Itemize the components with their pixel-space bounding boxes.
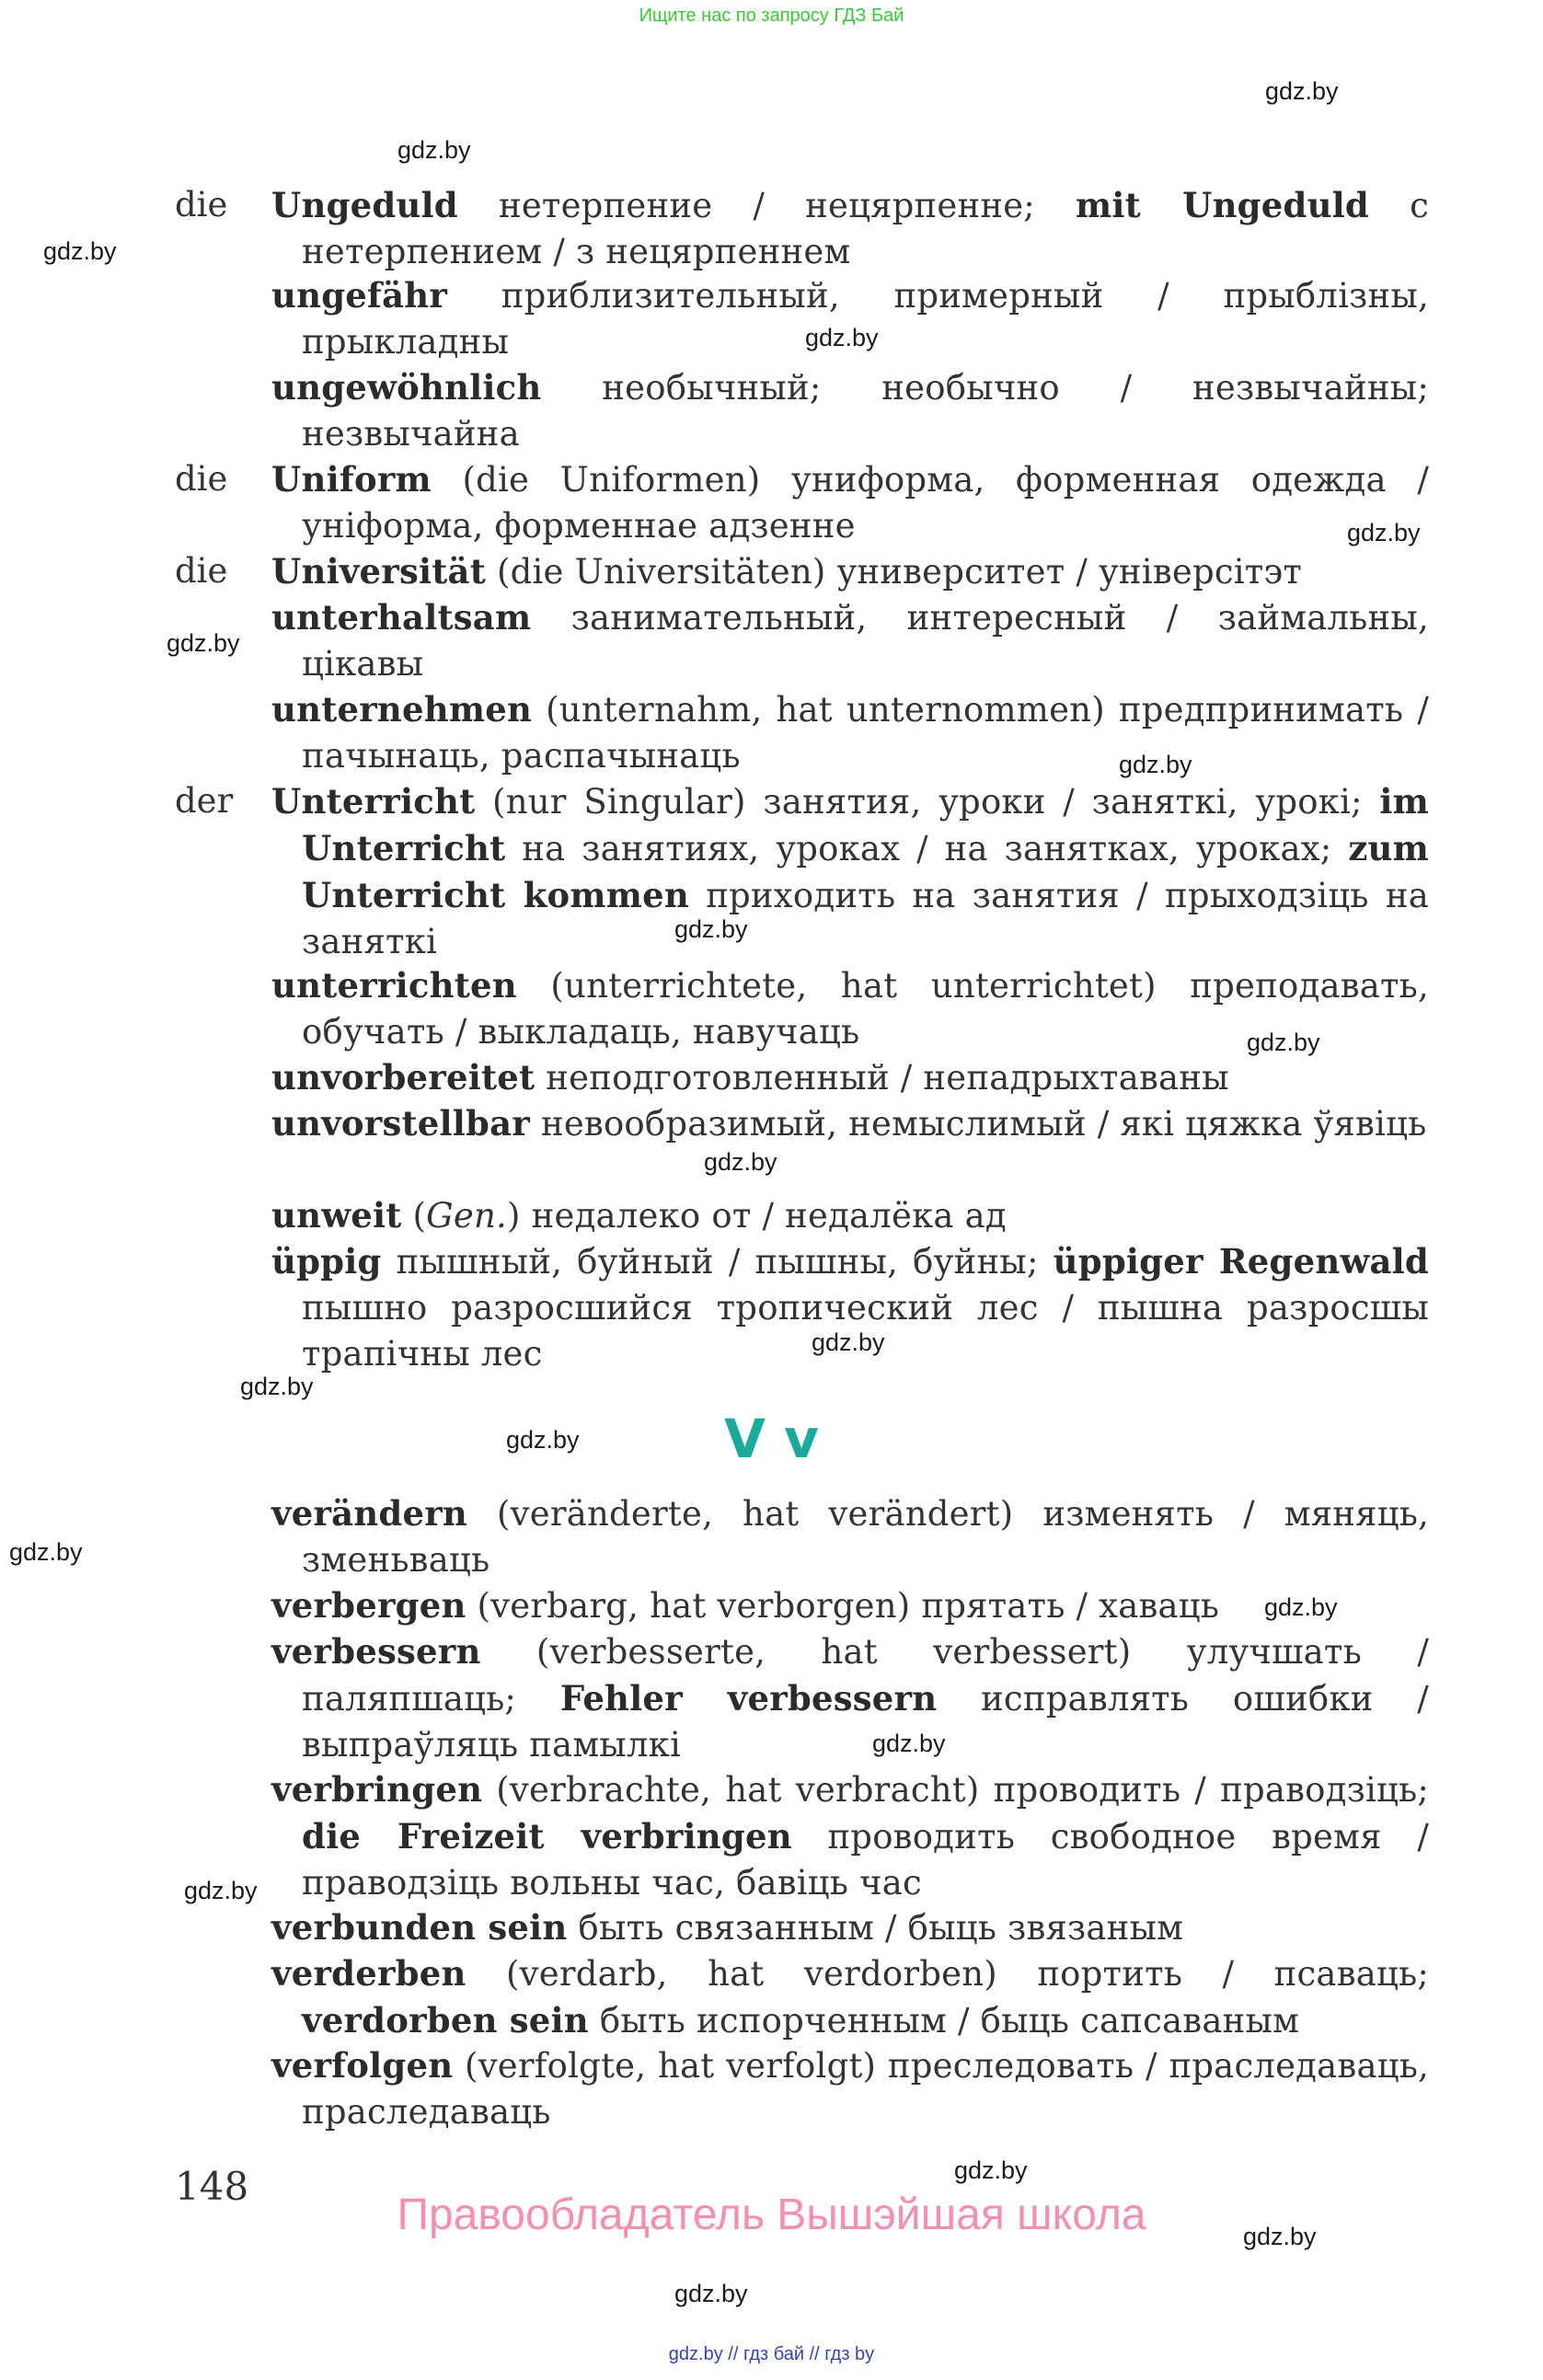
headword: unvorstellbar: [271, 1103, 530, 1144]
headword: unterrichten: [271, 965, 517, 1006]
entry-definition: [271, 1628, 1429, 1768]
watermark: gdz.by: [872, 1730, 946, 1757]
translation-text: (verdarb, hat verdorben) портить / псаваць;: [466, 1954, 1429, 1994]
watermark: gdz.by: [674, 915, 748, 943]
entry-definition: [271, 364, 1429, 457]
headword: üppig: [271, 1241, 382, 1282]
watermark: gdz.by: [506, 1426, 580, 1454]
translation-text: исправлять ошибки / выпраўляць памылкі: [302, 1679, 1429, 1765]
translation-text: быть испорченным / быць сапсаваным: [588, 2001, 1300, 2041]
headword: verfolgen: [271, 2045, 454, 2086]
headword: im Unterricht: [302, 781, 1429, 868]
watermark: gdz.by: [1347, 519, 1421, 546]
entry-definition: [271, 594, 1429, 687]
entry-definition: [271, 1100, 1429, 1147]
watermark: gdz.by: [812, 1328, 885, 1356]
section-letter-heading: V v: [724, 1408, 819, 1470]
headword: verbergen: [271, 1585, 466, 1626]
translation-text: (verfolgte, hat verfolgt) преследовать / праследаваць, праследаваць: [302, 2046, 1429, 2132]
watermark: gdz.by: [954, 2156, 1028, 2184]
translation-text: (nur Singular) занятия, уроки / заняткі, урокі;: [475, 782, 1380, 822]
entry-definition: [271, 1766, 1429, 1906]
entry-definition: [271, 1054, 1429, 1101]
translation-text: занимательный, интересный / займальны, цікавы: [302, 598, 1429, 684]
bottom-links[interactable]: gdz.by // гдз бай // гдз by: [668, 2344, 875, 2364]
translation-text: (unternahm, hat unternommen) предпринимать / пачынаць, распачынаць: [302, 690, 1429, 776]
headword: verbunden sein: [271, 1907, 568, 1948]
entry-definition: [271, 272, 1429, 365]
watermark: gdz.by: [1243, 2223, 1317, 2250]
headword: die Freizeit verbringen: [302, 1816, 792, 1857]
watermark: gdz.by: [397, 136, 471, 164]
translation-text: быть связанным / быць звязаным: [567, 1908, 1184, 1948]
watermark: gdz.by: [1264, 1593, 1338, 1621]
translation-text: (die Universitäten) университет / універсітэт: [486, 552, 1303, 592]
watermark: gdz.by: [674, 2280, 748, 2307]
translation-text: пышно разросшийся тропический лес / пышна разросшы трапічны лес: [302, 1288, 1429, 1374]
entry-article: die: [175, 551, 228, 591]
watermark: gdz.by: [43, 237, 117, 265]
translation-text: (unterrichtete, hat unterrichtet) преподавать, обучать / выкладаць, навучаць: [302, 966, 1429, 1052]
headword: unternehmen: [271, 689, 533, 730]
watermark: gdz.by: [1119, 751, 1192, 778]
translation-text: необычный; необычно / незвычайны; незвычайна: [302, 368, 1429, 454]
headword: Fehler verbessern: [559, 1678, 938, 1719]
watermark: gdz.by: [184, 1877, 258, 1904]
headword: verbessern: [271, 1631, 481, 1672]
top-banner[interactable]: Ищите нас по запросу ГДЗ Бай: [639, 6, 904, 26]
watermark: gdz.by: [9, 1538, 83, 1566]
headword: ungewöhnlich: [271, 367, 542, 408]
translation-text: невообразимый, немыслимый / які цяжка ўявіць: [530, 1104, 1427, 1144]
entry-definition: [271, 686, 1429, 779]
headword: verbringen: [271, 1769, 483, 1810]
entry-definition: [271, 1238, 1429, 1377]
headword: Ungeduld: [271, 185, 458, 225]
entry-article: der: [175, 781, 234, 821]
entry-definition: [271, 1904, 1429, 1951]
headword: Unterricht: [271, 781, 476, 822]
entry-definition: [271, 1950, 1429, 2044]
translation-text: ) недалеко от / недалёка ад: [507, 1196, 1007, 1236]
translation-text: неподготовленный / непадрыхтаваны: [535, 1058, 1229, 1098]
headword: verderben: [271, 1953, 466, 1994]
headword: unvorbereitet: [271, 1057, 535, 1098]
headword: unterhaltsam: [271, 597, 532, 638]
translation-text: с нетерпением / з нецярпеннем: [302, 186, 1429, 271]
entry-definition: [271, 548, 1429, 595]
headword: ungefähr: [271, 275, 448, 316]
watermark: gdz.by: [805, 324, 879, 351]
entry-definition: [271, 2042, 1429, 2135]
entry-definition: [271, 182, 1429, 275]
entry-article: die: [175, 459, 228, 499]
translation-text: приблизительный, примерный / прыблізны, прыкладны: [302, 276, 1429, 362]
page-number: 148: [175, 2164, 249, 2209]
headword: Universität: [271, 551, 486, 592]
headword: zum Unterricht kommen: [302, 828, 1429, 915]
watermark: gdz.by: [240, 1373, 314, 1400]
translation-text: (veränderte, hat verändert) изменять / мяняць, зменьваць: [302, 1494, 1429, 1580]
translation-text: проводить свободное время / праводзіць вольны час, бавіць час: [302, 1817, 1429, 1903]
entry-article: die: [175, 185, 228, 224]
watermark: gdz.by: [704, 1148, 777, 1176]
translation-text: (die Uniformen) униформа, форменная одежда / уніформа, форменнае адзенне: [302, 460, 1429, 546]
entry-definition: [271, 778, 1429, 965]
translation-text: нетерпение / нецярпенне;: [457, 186, 1077, 225]
entry-definition: [271, 456, 1429, 549]
headword: verdorben sein: [302, 2000, 589, 2041]
headword: verändern: [271, 1493, 468, 1534]
translation-text: (verbesserte, hat verbessert) улучшать / паляпшаць;: [302, 1632, 1429, 1719]
headword: Uniform: [271, 459, 432, 500]
entry-definition: [271, 962, 1429, 1055]
translation-text: (verbarg, hat verborgen) прятать / хаваць: [466, 1586, 1220, 1626]
watermark: gdz.by: [167, 629, 240, 657]
translation-text: пышный, буйный / пышны, буйны;: [381, 1242, 1054, 1282]
translation-text: (: [401, 1196, 427, 1236]
translation-text: на занятиях, уроках / на занятках, уроках;: [505, 829, 1349, 868]
translation-text: приходить на занятия / прыходзіць на заняткі: [302, 876, 1429, 961]
entry-definition: [271, 1582, 1429, 1629]
headword: üppiger Regenwald: [1053, 1241, 1429, 1282]
copyright-notice: Правообладатель Вышэйшая школа: [397, 2190, 1146, 2239]
translation-text: (verbrachte, hat verbracht) проводить / праводзіць;: [482, 1770, 1429, 1810]
headword: unweit: [271, 1195, 402, 1236]
headword: mit Ungeduld: [1076, 185, 1369, 225]
entry-definition: [271, 1192, 1429, 1239]
entry-definition: [271, 1490, 1429, 1583]
watermark: gdz.by: [1265, 77, 1339, 105]
translation-text: Gen.: [426, 1196, 508, 1236]
watermark: gdz.by: [1247, 1029, 1320, 1056]
